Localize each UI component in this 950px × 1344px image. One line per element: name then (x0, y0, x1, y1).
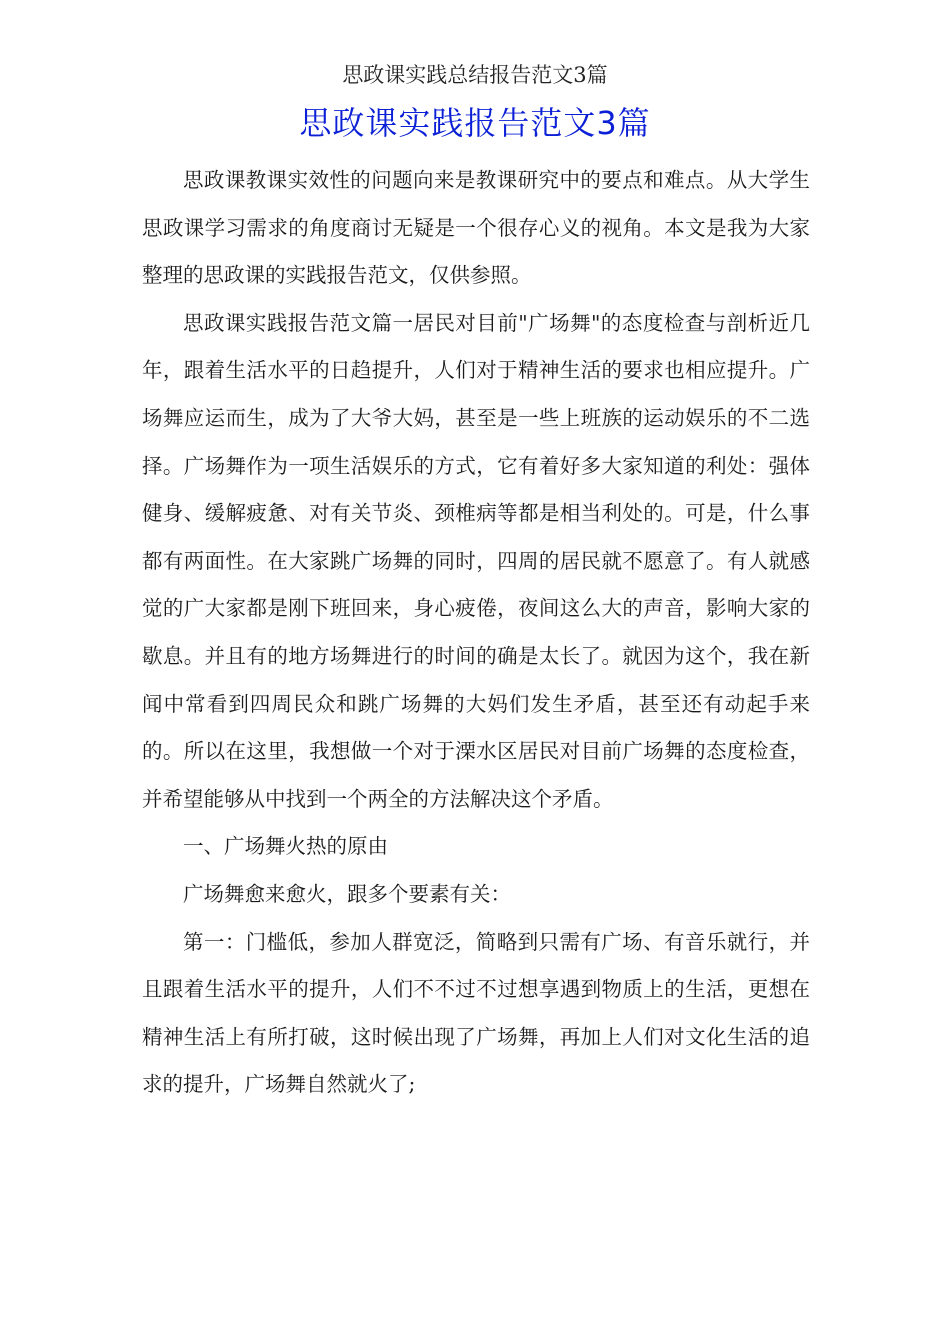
paragraph-factors: 广场舞愈来愈火，跟多个要素有关： (183, 881, 511, 906)
section-heading: 一、广场舞火热的原由 (183, 834, 388, 859)
document-body (142, 157, 810, 1109)
document-title: 思政课实践报告范文3篇 (299, 104, 651, 142)
paragraph-first-factor: 第一：门槛低，参加人群宽泛，简略到只需有广场、有音乐就行，并且跟着生活水平的提升，人们不不过不过想享遇到物质上的生活，更想在精神生活上有所打破，这时候出现了广场舞，再加上人们对文化生活的追求的提升，广场舞自然就火了; (142, 929, 810, 1097)
paragraph-article-one: 思政课实践报告范文篇一居民对目前"广场舞"的态度检查与剖析近几年，跟着生活水平的日趋提升，人们对于精神生活的要求也相应提升。广场舞应运而生，成为了大爷大妈，甚至是一些上班族的运动娱乐的不二选择。广场舞作为一项生活娱乐的方式，它有着好多大家知道的利处：强体健身、缓解疲惫、对有关节炎、颈椎病等都是相当利处的。可是，什么事都有两面性。在大家跳广场舞的同时，四周的居民就不愿意了。有人就感觉的广大家都是刚下班回来，身心疲倦，夜间这么大的声音，影响大家的歇息。并且有的地方场舞进行的时间的确是太长了。就因为这个，我在新闻中常看到四周民众和跳广场舞的大妈们发生矛盾，甚至还有动起手来的。所以在这里，我想做一个对于溧水区居民对目前广场舞的态度检查，并希望能够从中找到一个两全的方法解决这个矛盾。 (142, 310, 810, 811)
paragraph-intro: 思政课教课实效性的问题向来是教课研究中的要点和难点。从大学生思政课学习需求的角度商讨无疑是一个很存心义的视角。本文是我为大家整理的思政课的实践报告范文，仅供参照。 (142, 168, 810, 288)
running-header: 思政课实践总结报告范文3篇 (342, 63, 608, 87)
